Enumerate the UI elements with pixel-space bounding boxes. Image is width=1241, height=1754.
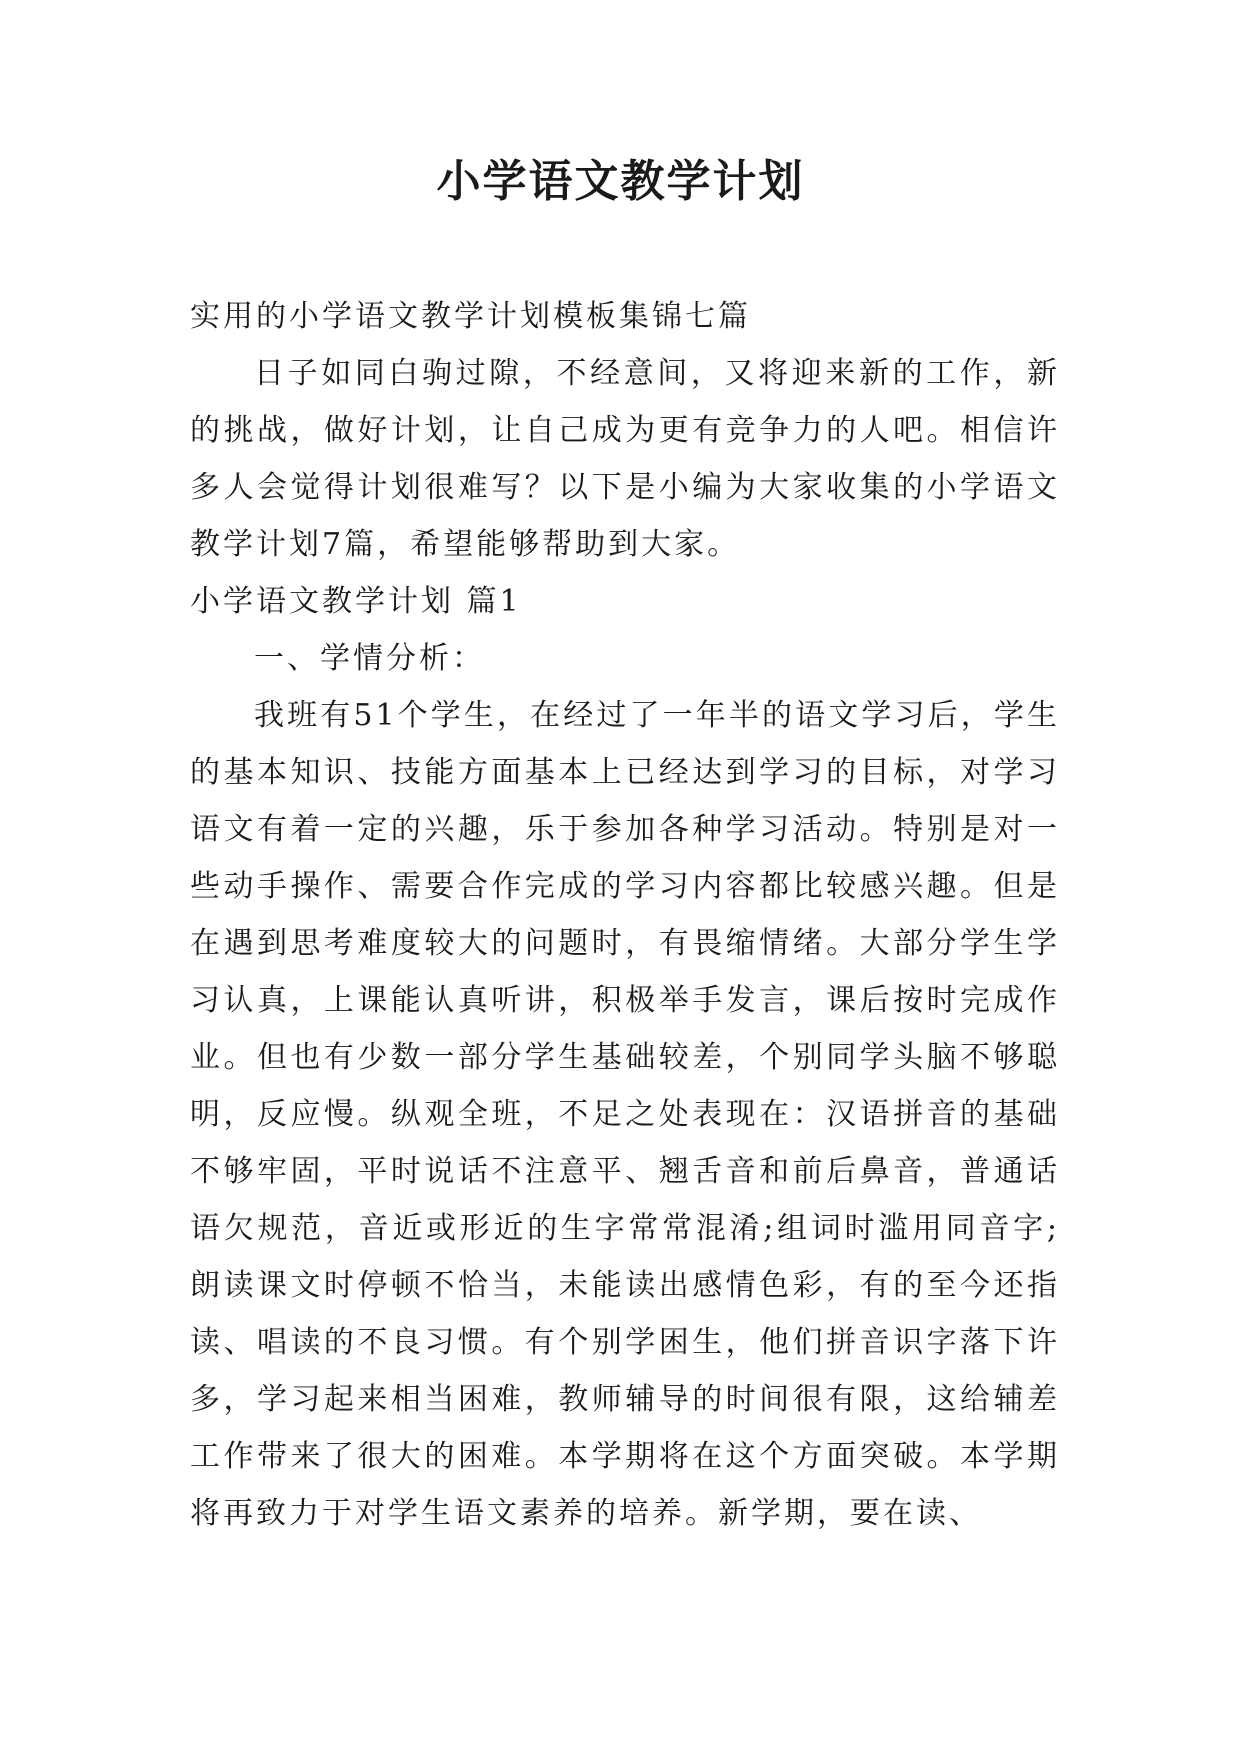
intro-paragraph: 日子如同白驹过隙，不经意间，又将迎来新的工作，新的挑战，做好计划，让自己成为更有竞争力的人吧。相信许多人会觉得计划很难写？以下是小编为大家收集的小学语文教学计划7篇，希望能够帮助到大家。 (190, 356, 1060, 562)
section-heading: 小学语文教学计划 篇1 (190, 584, 522, 619)
document-title: 小学语文教学计划 (436, 156, 805, 207)
body-paragraph: 我班有51个学生，在经过了一年半的语文学习后，学生的基本知识、技能方面基本上已经达到学习的目标，对学习语文有着一定的兴趣，乐于参加各种学习活动。特别是对一些动手操作、需要合作完成的学习内容都比较感兴趣。但是在遇到思考难度较大的问题时，有畏缩情绪。大部分学生学习认真，上课能认真听讲，积极举手发言，课后按时完成作业。但也有少数一部分学生基础较差，个别同学头脑不够聪明，反应慢。纵观全班，不足之处表现在：汉语拼音的基础不够牢固，平时说话不注意平、翘舌音和前后鼻音，普通话语欠规范，音近或形近的生字常常混淆;组词时滥用同音字;朗读课文时停顿不恰当，未能读出感情色彩，有的至今还指读、唱读的不良习惯。有个别学困生，他们拼音识字落下许多，学习起来相当困难，教师辅导的时间很有限，这给辅差工作带来了很大的困难。本学期将在这个方面突破。本学期将再致力于对学生语文素养的培养。新学期，要在读、 (190, 698, 1060, 1531)
sub-heading: 一、学情分析： (254, 641, 485, 676)
document-subtitle: 实用的小学语文教学计划模板集锦七篇 (190, 299, 751, 334)
document-body (190, 288, 1060, 1542)
